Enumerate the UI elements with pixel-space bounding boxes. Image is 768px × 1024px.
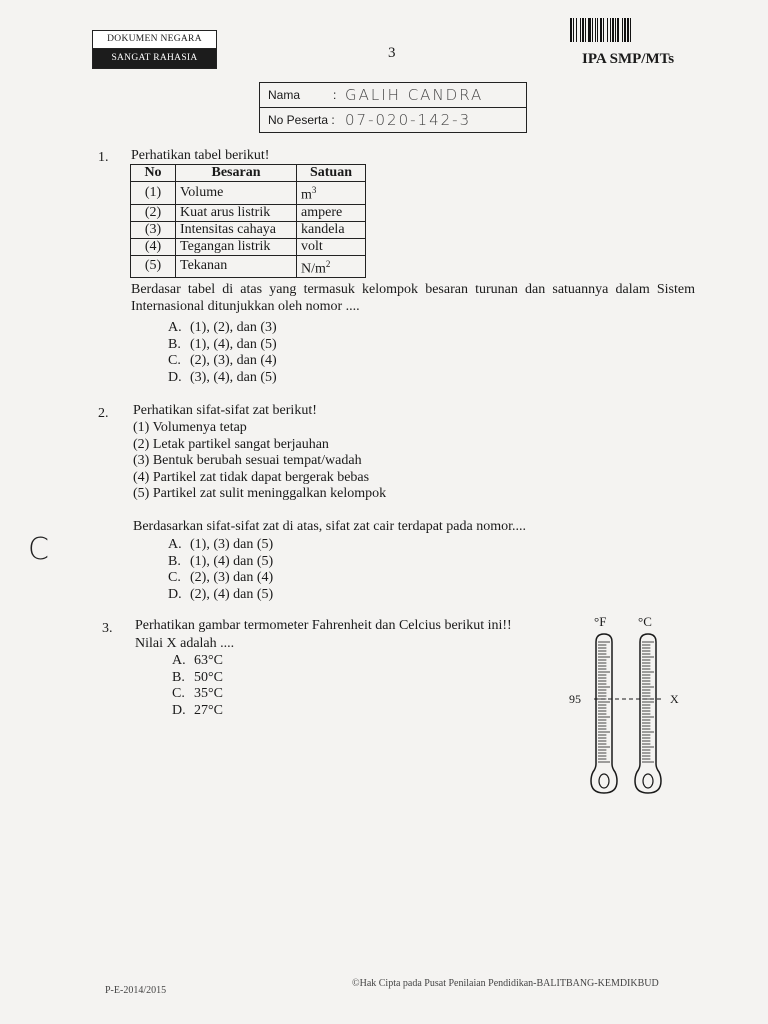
barcode-bar [631,18,632,42]
statement-item: (5) Partikel zat sulit meninggalkan kelompok [133,486,387,501]
q1-cell-no: (1) [131,182,176,205]
q1-header-unit: Satuan [297,165,366,182]
answer-option [168,370,277,387]
q3-stem: Nilai X adalah .... [135,636,235,651]
participant-row [260,107,526,132]
option-text: (3), (4), dan (5) [190,369,277,385]
q1-cell-quantity: Tegangan listrik [176,238,297,255]
q3-options [172,653,223,719]
unit-text: m [301,187,312,203]
answer-option [168,320,277,337]
option-letter: D. [168,586,182,602]
q1-header-no: No [131,165,176,182]
option-text: 63°C [194,653,223,668]
q1-cell-quantity: Kuat arus listrik [176,204,297,221]
q1-intro: Perhatikan tabel berikut! [131,148,270,163]
q1-stem: Berdasar tabel di atas yang termasuk kelompok besaran turunan dan satuannya dalam Sistem Internasional ditunjukkan oleh nomor .... [131,282,695,314]
statement-item: (2) Letak partikel sangat berjauhan [133,436,329,452]
name-handwritten-value: GALIH CANDRA [345,86,484,104]
answer-option [168,537,273,554]
classification-stamp [92,30,217,69]
answer-option [172,670,223,687]
answer-option [168,587,273,604]
q3-intro: Perhatikan gambar termometer Fahrenheit dan Celcius berikut ini!! [135,618,512,633]
q1-cell-quantity: Tekanan [176,255,297,278]
name-label: Nama [268,88,301,102]
option-text: (2), (3) dan (4) [190,570,274,585]
q1-cell-quantity: Intensitas cahaya [176,221,297,238]
answer-option [168,353,277,370]
option-text: (2), (4) dan (5) [190,586,274,602]
option-text: (2), (3), dan (4) [190,353,277,368]
identity-box [259,82,527,133]
q1-header-quantity: Besaran [176,165,297,182]
barcode-image [570,18,698,42]
q1-cell-unit [297,182,366,205]
option-text: (1), (4) dan (5) [190,553,274,569]
answer-option [168,570,273,587]
option-letter: A. [168,320,182,335]
statement-item: (1) Volumenya tetap [133,420,247,435]
option-letter: B. [168,336,181,352]
footer-code: P-E-2014/2015 [105,985,167,996]
q1-cell-no: (2) [131,204,176,221]
fahrenheit-label: °F [594,614,607,629]
q1-cell-quantity: Volume [176,182,297,205]
footer-copyright: ©Hak Cipta pada Pusat Penilaian Pendidikan-BALITBANG-KEMDIKBUD [352,978,659,989]
option-letter: A. [172,653,186,668]
option-letter: C. [172,686,185,701]
subject-title: IPA SMP/MTs [582,51,675,67]
q1-table-row [131,238,366,255]
q1-cell-no: (3) [131,221,176,238]
q1-table-row [131,221,366,238]
option-text: (1), (4), dan (5) [190,336,277,352]
q1-table-header-row [131,165,366,182]
q1-cell-unit [297,255,366,278]
answer-option [168,554,273,571]
q1-cell-no: (5) [131,255,176,278]
stamp-top-label: DOKUMEN NEGARA [93,31,216,49]
option-letter: B. [172,669,185,685]
answer-option [172,653,223,670]
q1-table-row [131,255,366,278]
option-letter: C. [168,570,181,585]
unit-text: N/m [301,261,326,277]
q2-options [168,537,273,603]
q2-statements [133,420,386,503]
unit-text: kandela [301,221,345,237]
q1-table [130,164,366,278]
celsius-reading-x: X [670,692,679,706]
option-letter: D. [172,702,186,718]
statement-item: (3) Bentuk berubah sesuai tempat/wadah [133,453,362,468]
q1-number: 1. [98,150,109,165]
celsius-label: °C [638,614,652,629]
unit-exponent: 3 [311,185,317,195]
stamp-bottom-label: SANGAT RAHASIA [93,49,216,68]
participant-handwritten-value: 07-020-142-3 [345,111,472,129]
q2-number: 2. [98,406,109,421]
fahrenheit-reading: 95 [569,692,581,706]
option-letter: C. [168,353,181,368]
answer-option [168,337,277,354]
answer-option [172,686,223,703]
option-text: (1), (2), dan (3) [190,320,277,335]
statement-item: (4) Partikel zat tidak dapat bergerak bebas [133,469,370,485]
page-number: 3 [388,45,396,61]
q1-options [168,320,277,386]
q1-cell-unit [297,238,366,255]
name-row [260,83,526,107]
q2-intro: Perhatikan sifat-sifat zat berikut! [133,403,317,418]
unit-exponent: 2 [325,258,331,269]
name-colon: : [333,88,337,102]
option-text: 35°C [194,686,223,701]
q1-table-row [131,182,366,205]
answer-option [172,703,223,720]
celsius-thermometer [635,634,661,793]
option-letter: A. [168,537,182,552]
option-text: 27°C [194,702,223,718]
handwritten-margin-mark: C [28,532,49,567]
option-letter: B. [168,553,181,569]
fahrenheit-thermometer [591,634,617,793]
thermometer-diagram [560,612,710,802]
q2-stem: Berdasarkan sifat-sifat zat di atas, sifat zat cair terdapat pada nomor.... [133,519,526,534]
option-text: 50°C [194,669,223,685]
q1-cell-unit [297,204,366,221]
unit-text: ampere [301,204,343,220]
q3-number: 3. [102,621,113,636]
q1-cell-unit [297,221,366,238]
option-letter: D. [168,369,182,385]
option-text: (1), (3) dan (5) [190,537,274,552]
participant-label: No Peserta : [268,113,335,127]
unit-text: volt [301,238,323,254]
q1-cell-no: (4) [131,238,176,255]
q1-table-row [131,204,366,221]
